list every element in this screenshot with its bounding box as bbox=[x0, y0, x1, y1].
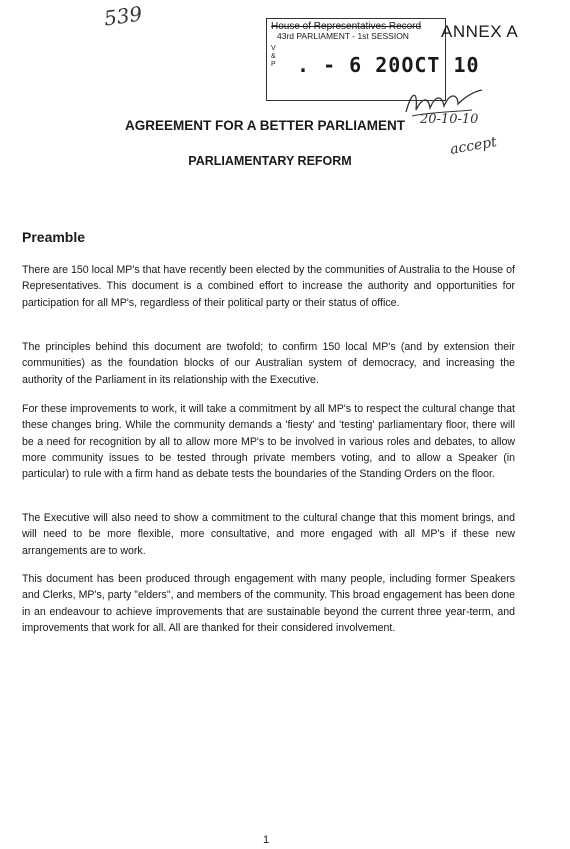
stamp-line-2: 43rd PARLIAMENT - 1st SESSION bbox=[277, 31, 409, 41]
stamp-date: . - 6 20OCT 10 bbox=[297, 53, 480, 77]
paragraph: The principles behind this document are twofold; to confirm 150 local MP's (and by extension their communities) as the foundation blocks of our Australian system of democracy, and increasing the authority of the Parliament in its relationship with the Executive. bbox=[22, 341, 515, 386]
paragraph: This document has been produced through engagement with many people, including former Speakers and Clerks, MP's, party "elders", and members of the community. This broad engagement has been done in an endeavour to achieve improvements that are sustainable beyond the current three year-term, and improvements that work for all. All are thanked for their considered involvement. bbox=[22, 573, 515, 634]
page-number: 1 bbox=[262, 834, 270, 846]
annex-label: ANNEX A bbox=[441, 22, 519, 41]
paragraph: There are 150 local MP's that have recently been elected by the communities of Australia to the House of Representatives. This document is a combined effort to increase the authority and opportunities for participation for all MP's, regardless of their political party or their status of office. bbox=[22, 264, 515, 309]
document-subtitle: PARLIAMENTARY REFORM bbox=[188, 154, 352, 168]
handwritten-accept: accept bbox=[448, 134, 498, 158]
handwritten-page-number: 539 bbox=[102, 1, 144, 31]
section-heading: Preamble bbox=[22, 229, 86, 245]
paragraph: The Executive will also need to show a commitment to the cultural change that this moment brings, and will need to be more flexible, more consultative, and more engaged with all MP's if these new arrangements are to work. bbox=[22, 512, 515, 557]
handwritten-date: 20-10-10 bbox=[420, 112, 479, 127]
stamp-letters: V & P bbox=[271, 45, 276, 68]
stamp-line-1: House of Representatives Record bbox=[271, 21, 422, 32]
paragraph: For these improvements to work, it will take a commitment by all MP's to respect the cultural change that these changes bring. While the community demands a 'fiesty' and 'testing' parliamentary floor, there will be a need for recognition by all to allow more MP's to be involved in various roles and debates, to allow more community issues to be tested through private members voting, and to allow a Speaker (in particular) to rule with a firm hand as debate tests the boundaries of the Standing Orders on the floor. bbox=[22, 403, 515, 481]
document-title: AGREEMENT FOR A BETTER PARLIAMENT bbox=[125, 118, 405, 133]
